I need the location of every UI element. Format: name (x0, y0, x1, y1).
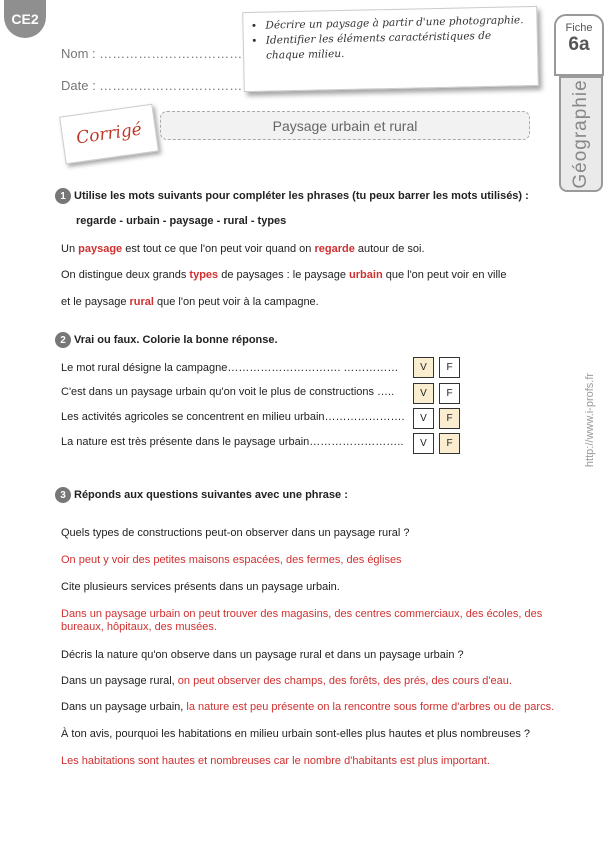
page-title: Paysage urbain et rural (160, 111, 530, 140)
exercise-number-1: 1 (55, 188, 71, 204)
text: On distingue deux grands (61, 269, 190, 281)
objective-item: • Décrire un paysage à partir d'une photographie. (265, 13, 528, 34)
vf-statement: Les activités agricoles se concentrent en milieu urbain…………………. (61, 411, 405, 423)
answer-3-urbain (61, 701, 554, 713)
level-badge: CE2 (4, 0, 46, 38)
true-box[interactable]: V (413, 408, 434, 429)
text: Un (61, 243, 79, 255)
true-box[interactable]: V (413, 357, 434, 378)
exercise2-instruction: Vrai ou faux. Colorie la bonne réponse. (74, 334, 278, 346)
text: que l'on peut voir à la campagne. (153, 296, 319, 308)
sentence-3 (61, 296, 319, 308)
true-box[interactable]: V (413, 433, 434, 454)
answer-word: urbain (349, 269, 383, 281)
objectives-card (242, 6, 539, 92)
fiche-label: Fiche (565, 22, 593, 34)
word-list: regarde - urbain - paysage - rural - types (76, 215, 287, 227)
text: Dans un paysage urbain, (61, 701, 187, 713)
subject-bar (559, 76, 603, 192)
site-url-text: http://www.i-profs.fr (584, 372, 596, 468)
text: est tout ce que l'on peut voir quand on (122, 243, 315, 255)
exercise3-instruction: Réponds aux questions suivantes avec une phrase : (74, 489, 348, 501)
question-3: Décris la nature qu'on observe dans un paysage rural et dans un paysage urbain ? (61, 649, 464, 661)
false-box[interactable]: F (439, 383, 460, 404)
subject-label: Géographie (570, 79, 591, 189)
exercise-number-2: 2 (55, 332, 71, 348)
question-2: Cite plusieurs services présents dans un paysage urbain. (61, 581, 340, 593)
text: de paysages : le paysage (218, 269, 350, 281)
vf-statement: La nature est très présente dans le paysage urbain…………………….. (61, 436, 404, 448)
true-box[interactable]: V (413, 383, 434, 404)
date-field[interactable]: Date : …………………………… (61, 78, 243, 93)
site-url (580, 360, 600, 480)
fiche-tab (554, 14, 604, 76)
text: Dans un paysage rural, (61, 675, 178, 687)
objective-item: • Identifier les éléments caractéristiques de chaque milieu. (266, 28, 530, 64)
text: que l'on peut voir en ville (382, 269, 507, 281)
false-box[interactable]: F (439, 408, 460, 429)
question-1: Quels types de constructions peut-on observer dans un paysage rural ? (61, 527, 410, 539)
question-4: À ton avis, pourquoi les habitations en milieu urbain sont-elles plus hautes et plus nombreuses ? (61, 728, 530, 740)
answer-3-rural (61, 675, 512, 687)
vf-statement: C'est dans un paysage urbain qu'on voit le plus de constructions ….. (61, 386, 395, 398)
answer-text: la nature est peu présente on la rencontre sous forme d'arbres ou de parcs. (186, 701, 555, 713)
text: autour de soi. (354, 243, 425, 255)
answer-4: Les habitations sont hautes et nombreuses car le nombre d'habitants est plus important. (61, 755, 490, 767)
answer-1: On peut y voir des petites maisons espacées, des fermes, des églises (61, 554, 402, 566)
answer-word: regarde (314, 243, 355, 255)
text: et le paysage (61, 296, 130, 308)
false-box[interactable]: F (439, 357, 460, 378)
answer-text: on peut observer des champs, des forêts, des prés, des cours d'eau. (177, 675, 512, 687)
answer-word: paysage (78, 243, 123, 255)
answer-word: rural (129, 296, 154, 308)
fiche-number: 6a (568, 34, 590, 55)
sentence-2 (61, 269, 506, 281)
vf-statement: Le mot rural désigne la campagne…………………………. …………… (61, 362, 399, 374)
sentence-1 (61, 243, 425, 255)
answer-2-line-2: bureaux, hôpitaux, des musées. (61, 621, 217, 633)
answer-word: types (189, 269, 219, 281)
exercise1-instruction: Utilise les mots suivants pour compléter les phrases (tu peux barrer les mots utilisés) : (74, 190, 529, 202)
false-box[interactable]: F (439, 433, 460, 454)
exercise-number-3: 3 (55, 487, 71, 503)
name-field[interactable]: Nom : …………………………… (61, 46, 243, 61)
corrige-stamp: Corrigé (59, 104, 159, 165)
answer-2-line-1: Dans un paysage urbain on peut trouver des magasins, des centres commerciaux, des écoles, des (61, 608, 543, 620)
